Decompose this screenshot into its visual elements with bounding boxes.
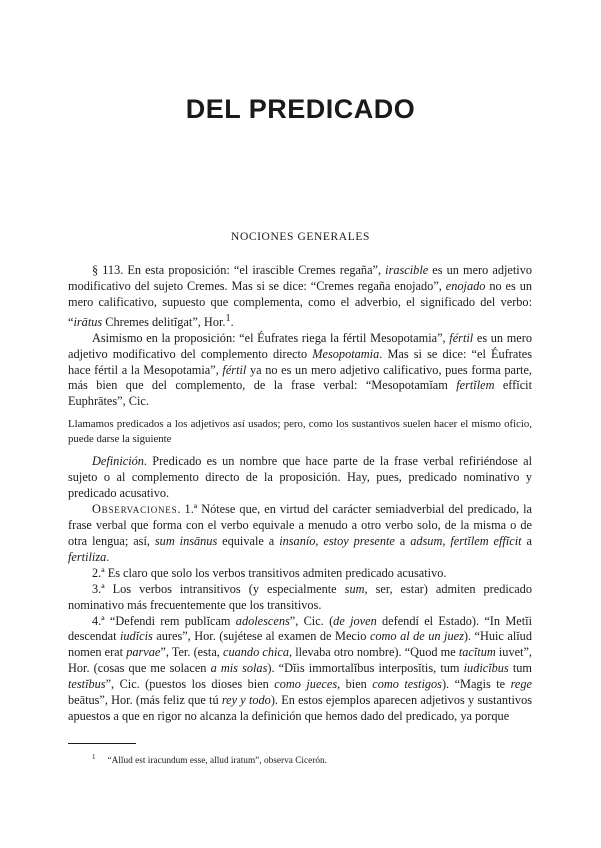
footnote-number: 1 [92,753,96,761]
chapter-title: DEL PREDICADO [185,94,416,124]
paragraph-llamamos: Llamamos predicados a los adjetivos así usados; pero, como los sustantivos suelen hacer el mismo oficio, puede darse la siguiente [68,418,532,445]
paragraph-113: § 113. En esta proposición: “el irascible Cremes regaña”, irascible es un mero adjetivo modificativo del sujeto Cremes. Mas si se dice: “Cremes regaña enojado”, enojado no es un mero calificativo, supuesto que complementa, como el adverbio, el significado del verbo: “irātus Chremes delitĭgat”, Hor.$^1$. [68,263,533,329]
paragraph-observacion-4: 4.ª “Defendi rem publĭcam adolescens”, Cic. (de joven defendí el Estado). “In Metĭi descendat iudĭcis aures”, Hor. (sujétese al examen de Mecio como al de un juez). “Huic alĭud nomen erat parvae”, Ter. (esta, cuando chica, llevaba otro nombre). “Quod me tacĭtum iuvet”, Hor. (cosas que me solacen a mis solas). “Dĭis immortalĭbus interposĭtis, tum iudicĭbus tum testĭbus”, Cic. (puestos los dioses bien como jueces, bien como testigos). “Magis te rege beātus”, Hor. (más feliz que tú rey y todo). En estos ejemplos aparecen adjetivos y sustantivos apuestos a que en rigor no alcanza la definición que hemos dado del predicado, ya porque [68,613,533,723]
footnote-divider [68,743,136,744]
paragraph-asimismo: Asimismo en la proposición: “el Éufrates riega la fértil Mesopotamia”, fértil es un mero adjetivo modificativo del complemento directo Mesopotamia. Mas si se dice: “el Éufrates hace fértil a la Mesopotamia”, fértil ya no es un mero adjetivo calificativo, pues forma parte, más bien que del complemento, de la frase verbal: “Mesopotamĭam fertĭlem effĭcit Euphrātes”, Cic. [68,330,532,409]
footnote-ref[interactable]: 1 [225,312,231,324]
body-text [68,263,532,725]
paragraph-observaciones: Observaciones. 1.ª Nótese que, en virtud del carácter semiadverbial del predicado, la frase verbal que forma con el verbo equivale a menudo a otro verbo solo, de la misma o de otra lengua; así, sum insānus equivale a insanío, estoy presente a adsum, fertĭlem effĭcit a fertiliza. [68,502,532,564]
footnote [92,751,522,767]
paragraph-observacion-3: 3.ª Los verbos intransitivos (y especialmente sum, ser, estar) admiten predicado nominativo más frecuentemente que los transitivos. [68,581,532,612]
footnote-text: “Alĭud est iracundum esse, alĭud iratum”, observa Cicerón. [107,756,327,767]
paragraph-observacion-2: 2.ª Es claro que solo los verbos transitivos admiten predicado acusativo. [92,565,447,580]
section-heading: NOCIONES GENERALES [231,231,370,243]
paragraph-definicion: Definición. Predicado es un nombre que hace parte de la frase verbal refiriéndose al sujeto o al complemento directo de la proposición. Hay, pues, predicado nominativo y predicado acusativo. [68,454,532,501]
